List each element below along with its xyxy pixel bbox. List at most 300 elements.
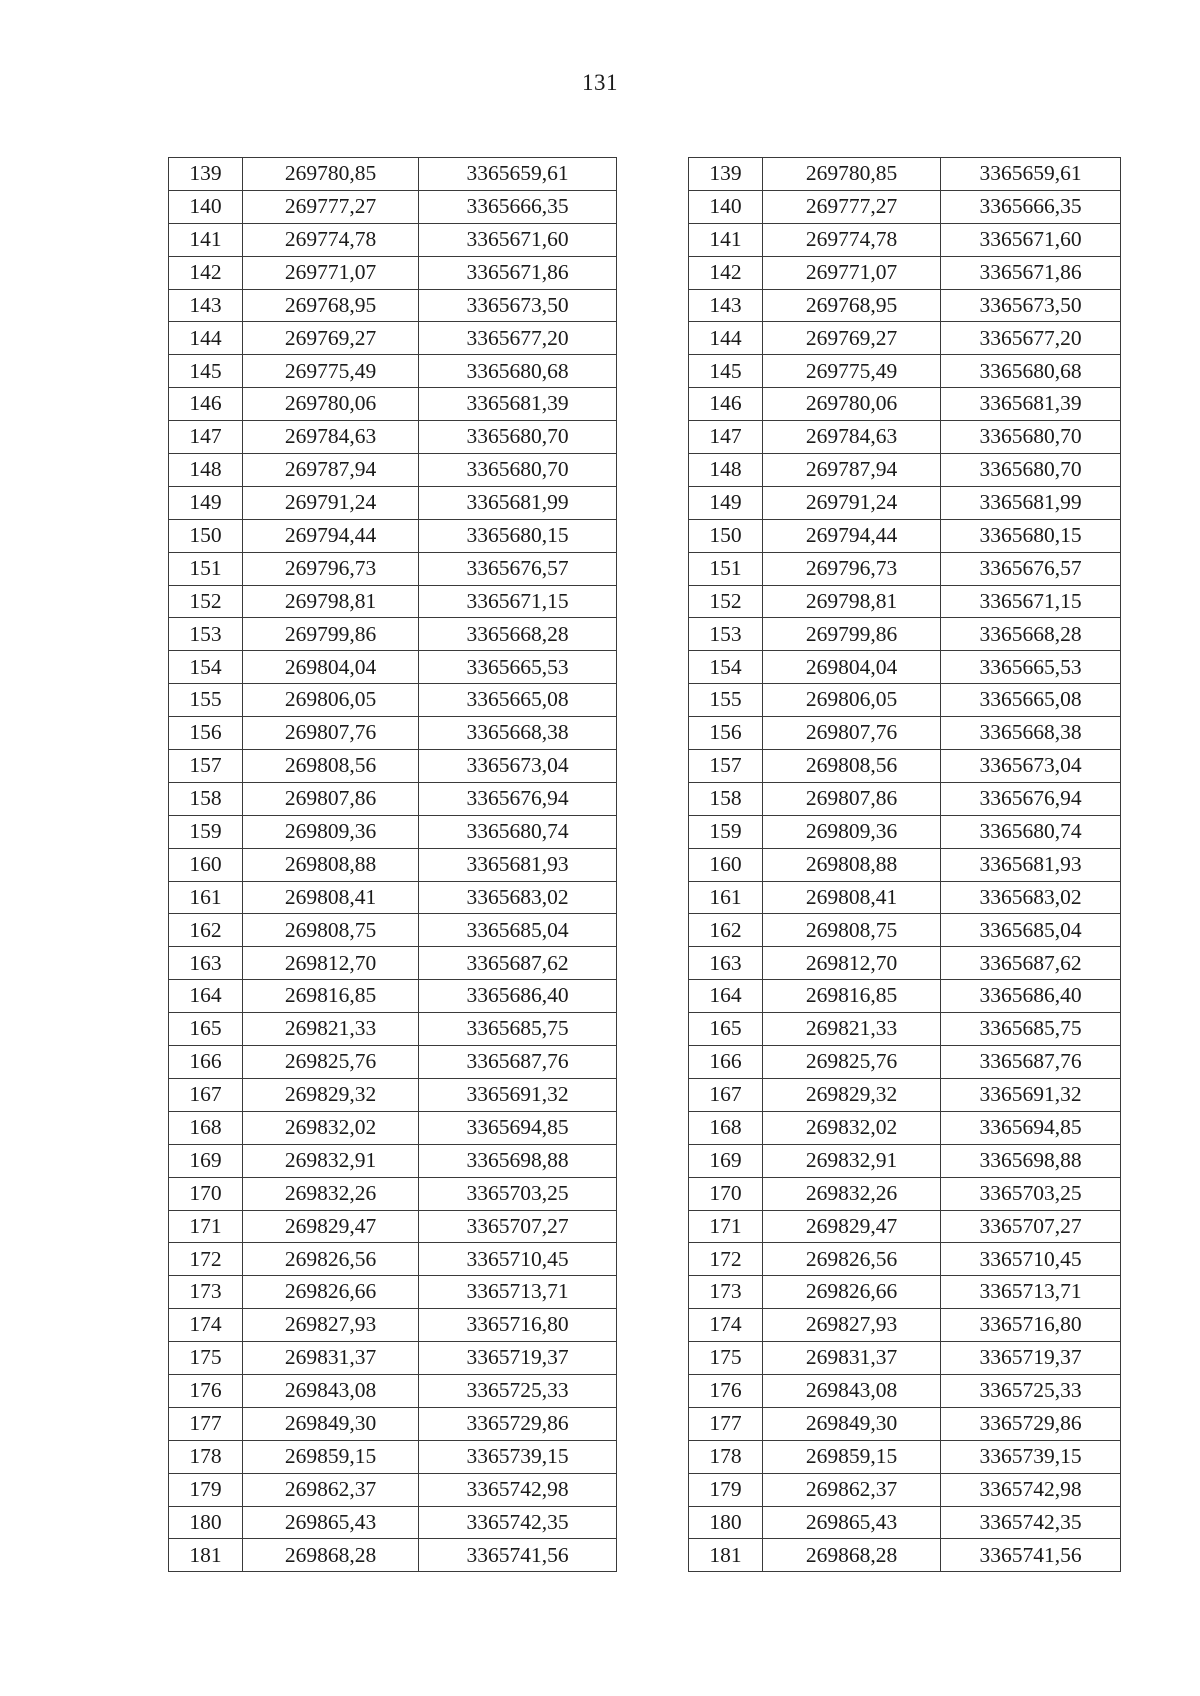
x-coordinate-cell: 269794,44 xyxy=(243,519,419,552)
point-number-cell: 162 xyxy=(689,914,763,947)
x-coordinate-cell: 269777,27 xyxy=(763,190,941,223)
table-row xyxy=(169,947,617,980)
y-coordinate-cell: 3365671,60 xyxy=(419,223,617,256)
x-coordinate-cell: 269816,85 xyxy=(763,980,941,1013)
x-coordinate-cell: 269796,73 xyxy=(243,552,419,585)
x-coordinate-cell: 269775,49 xyxy=(763,355,941,388)
x-coordinate-cell: 269804,04 xyxy=(763,651,941,684)
x-coordinate-cell: 269829,47 xyxy=(243,1210,419,1243)
x-coordinate-cell: 269769,27 xyxy=(243,322,419,355)
table-row xyxy=(169,815,617,848)
table-row xyxy=(689,618,1121,651)
y-coordinate-cell: 3365668,28 xyxy=(419,618,617,651)
x-coordinate-cell: 269849,30 xyxy=(243,1407,419,1440)
table-row xyxy=(169,1309,617,1342)
y-coordinate-cell: 3365681,93 xyxy=(419,848,617,881)
table-row xyxy=(689,1342,1121,1375)
x-coordinate-cell: 269806,05 xyxy=(763,684,941,717)
table-row xyxy=(169,519,617,552)
y-coordinate-cell: 3365680,70 xyxy=(941,454,1121,487)
y-coordinate-cell: 3365659,61 xyxy=(941,158,1121,191)
table-row xyxy=(169,355,617,388)
table-row xyxy=(689,355,1121,388)
point-number-cell: 141 xyxy=(689,223,763,256)
table-row xyxy=(689,1309,1121,1342)
y-coordinate-cell: 3365676,94 xyxy=(941,782,1121,815)
y-coordinate-cell: 3365683,02 xyxy=(419,881,617,914)
y-coordinate-cell: 3365673,04 xyxy=(941,750,1121,783)
x-coordinate-cell: 269808,56 xyxy=(243,750,419,783)
table-row xyxy=(689,1078,1121,1111)
y-coordinate-cell: 3365681,99 xyxy=(419,486,617,519)
y-coordinate-cell: 3365742,98 xyxy=(941,1473,1121,1506)
point-number-cell: 180 xyxy=(169,1506,243,1539)
table-row xyxy=(169,256,617,289)
point-number-cell: 161 xyxy=(169,881,243,914)
point-number-cell: 168 xyxy=(689,1111,763,1144)
table-row xyxy=(169,684,617,717)
table-row xyxy=(169,1407,617,1440)
table-row xyxy=(169,552,617,585)
table-row xyxy=(689,289,1121,322)
y-coordinate-cell: 3365742,35 xyxy=(941,1506,1121,1539)
table-row xyxy=(689,848,1121,881)
point-number-cell: 156 xyxy=(689,717,763,750)
x-coordinate-cell: 269832,91 xyxy=(763,1144,941,1177)
table-row xyxy=(689,421,1121,454)
table-row xyxy=(689,1276,1121,1309)
y-coordinate-cell: 3365666,35 xyxy=(419,190,617,223)
y-coordinate-cell: 3365677,20 xyxy=(941,322,1121,355)
point-number-cell: 155 xyxy=(689,684,763,717)
table-row xyxy=(169,388,617,421)
point-number-cell: 154 xyxy=(169,651,243,684)
x-coordinate-cell: 269826,56 xyxy=(243,1243,419,1276)
point-number-cell: 159 xyxy=(689,815,763,848)
table-row xyxy=(169,914,617,947)
x-coordinate-cell: 269804,04 xyxy=(243,651,419,684)
x-coordinate-cell: 269832,26 xyxy=(243,1177,419,1210)
y-coordinate-cell: 3365725,33 xyxy=(941,1374,1121,1407)
table-row xyxy=(169,782,617,815)
point-number-cell: 145 xyxy=(689,355,763,388)
table-row xyxy=(169,1539,617,1572)
x-coordinate-cell: 269780,85 xyxy=(763,158,941,191)
table-row xyxy=(689,388,1121,421)
y-coordinate-cell: 3365698,88 xyxy=(941,1144,1121,1177)
table-row xyxy=(169,980,617,1013)
y-coordinate-cell: 3365671,60 xyxy=(941,223,1121,256)
y-coordinate-cell: 3365713,71 xyxy=(419,1276,617,1309)
y-coordinate-cell: 3365665,08 xyxy=(419,684,617,717)
x-coordinate-cell: 269780,06 xyxy=(243,388,419,421)
x-coordinate-cell: 269808,41 xyxy=(763,881,941,914)
point-number-cell: 160 xyxy=(689,848,763,881)
table-row xyxy=(689,1144,1121,1177)
x-coordinate-cell: 269774,78 xyxy=(243,223,419,256)
point-number-cell: 154 xyxy=(689,651,763,684)
point-number-cell: 139 xyxy=(169,158,243,191)
x-coordinate-cell: 269806,05 xyxy=(243,684,419,717)
point-number-cell: 157 xyxy=(169,750,243,783)
y-coordinate-cell: 3365681,39 xyxy=(419,388,617,421)
point-number-cell: 167 xyxy=(689,1078,763,1111)
table-row xyxy=(169,618,617,651)
point-number-cell: 174 xyxy=(689,1309,763,1342)
table-row xyxy=(169,1342,617,1375)
point-number-cell: 165 xyxy=(169,1013,243,1046)
y-coordinate-cell: 3365668,38 xyxy=(941,717,1121,750)
table-row xyxy=(169,158,617,191)
point-number-cell: 169 xyxy=(169,1144,243,1177)
point-number-cell: 177 xyxy=(169,1407,243,1440)
point-number-cell: 149 xyxy=(689,486,763,519)
x-coordinate-cell: 269812,70 xyxy=(763,947,941,980)
y-coordinate-cell: 3365680,70 xyxy=(419,421,617,454)
point-number-cell: 172 xyxy=(689,1243,763,1276)
table-row xyxy=(169,881,617,914)
x-coordinate-cell: 269799,86 xyxy=(243,618,419,651)
point-number-cell: 150 xyxy=(689,519,763,552)
table-row xyxy=(169,289,617,322)
table-row xyxy=(689,815,1121,848)
y-coordinate-cell: 3365685,75 xyxy=(419,1013,617,1046)
y-coordinate-cell: 3365703,25 xyxy=(419,1177,617,1210)
point-number-cell: 171 xyxy=(169,1210,243,1243)
point-number-cell: 176 xyxy=(169,1374,243,1407)
x-coordinate-cell: 269826,66 xyxy=(243,1276,419,1309)
table-row xyxy=(169,454,617,487)
y-coordinate-cell: 3365666,35 xyxy=(941,190,1121,223)
x-coordinate-cell: 269859,15 xyxy=(763,1440,941,1473)
y-coordinate-cell: 3365703,25 xyxy=(941,1177,1121,1210)
x-coordinate-cell: 269771,07 xyxy=(763,256,941,289)
y-coordinate-cell: 3365707,27 xyxy=(419,1210,617,1243)
y-coordinate-cell: 3365694,85 xyxy=(419,1111,617,1144)
point-number-cell: 159 xyxy=(169,815,243,848)
y-coordinate-cell: 3365739,15 xyxy=(941,1440,1121,1473)
point-number-cell: 180 xyxy=(689,1506,763,1539)
y-coordinate-cell: 3365680,15 xyxy=(419,519,617,552)
point-number-cell: 168 xyxy=(169,1111,243,1144)
table-row xyxy=(689,1013,1121,1046)
table-row xyxy=(169,1440,617,1473)
y-coordinate-cell: 3365680,74 xyxy=(941,815,1121,848)
y-coordinate-cell: 3365685,04 xyxy=(419,914,617,947)
point-number-cell: 141 xyxy=(169,223,243,256)
x-coordinate-cell: 269809,36 xyxy=(763,815,941,848)
point-number-cell: 151 xyxy=(689,552,763,585)
table-row xyxy=(689,1177,1121,1210)
y-coordinate-cell: 3365681,93 xyxy=(941,848,1121,881)
y-coordinate-cell: 3365729,86 xyxy=(941,1407,1121,1440)
y-coordinate-cell: 3365716,80 xyxy=(941,1309,1121,1342)
y-coordinate-cell: 3365680,68 xyxy=(941,355,1121,388)
x-coordinate-cell: 269865,43 xyxy=(763,1506,941,1539)
table-row xyxy=(169,1506,617,1539)
x-coordinate-cell: 269794,44 xyxy=(763,519,941,552)
point-number-cell: 153 xyxy=(689,618,763,651)
table-row xyxy=(689,552,1121,585)
point-number-cell: 153 xyxy=(169,618,243,651)
y-coordinate-cell: 3365671,86 xyxy=(419,256,617,289)
x-coordinate-cell: 269821,33 xyxy=(243,1013,419,1046)
y-coordinate-cell: 3365681,39 xyxy=(941,388,1121,421)
point-number-cell: 158 xyxy=(169,782,243,815)
table-row xyxy=(169,1013,617,1046)
x-coordinate-cell: 269826,66 xyxy=(763,1276,941,1309)
point-number-cell: 164 xyxy=(169,980,243,1013)
x-coordinate-cell: 269799,86 xyxy=(763,618,941,651)
table-row xyxy=(689,256,1121,289)
table-row xyxy=(689,1407,1121,1440)
table-row xyxy=(169,1177,617,1210)
x-coordinate-cell: 269849,30 xyxy=(763,1407,941,1440)
y-coordinate-cell: 3365671,15 xyxy=(941,585,1121,618)
coordinates-table-left xyxy=(168,157,617,1572)
x-coordinate-cell: 269812,70 xyxy=(243,947,419,980)
x-coordinate-cell: 269808,75 xyxy=(763,914,941,947)
x-coordinate-cell: 269859,15 xyxy=(243,1440,419,1473)
y-coordinate-cell: 3365710,45 xyxy=(941,1243,1121,1276)
table-row xyxy=(689,1243,1121,1276)
table-row xyxy=(689,585,1121,618)
y-coordinate-cell: 3365680,70 xyxy=(941,421,1121,454)
table-row xyxy=(689,1473,1121,1506)
y-coordinate-cell: 3365687,62 xyxy=(941,947,1121,980)
y-coordinate-cell: 3365671,15 xyxy=(419,585,617,618)
x-coordinate-cell: 269862,37 xyxy=(763,1473,941,1506)
y-coordinate-cell: 3365665,53 xyxy=(941,651,1121,684)
point-number-cell: 181 xyxy=(689,1539,763,1572)
x-coordinate-cell: 269787,94 xyxy=(243,454,419,487)
table-row xyxy=(689,158,1121,191)
x-coordinate-cell: 269784,63 xyxy=(243,421,419,454)
y-coordinate-cell: 3365694,85 xyxy=(941,1111,1121,1144)
y-coordinate-cell: 3365742,98 xyxy=(419,1473,617,1506)
table-row xyxy=(689,1440,1121,1473)
x-coordinate-cell: 269868,28 xyxy=(763,1539,941,1572)
y-coordinate-cell: 3365741,56 xyxy=(419,1539,617,1572)
point-number-cell: 150 xyxy=(169,519,243,552)
x-coordinate-cell: 269825,76 xyxy=(763,1046,941,1079)
point-number-cell: 142 xyxy=(689,256,763,289)
point-number-cell: 174 xyxy=(169,1309,243,1342)
x-coordinate-cell: 269816,85 xyxy=(243,980,419,1013)
y-coordinate-cell: 3365687,62 xyxy=(419,947,617,980)
x-coordinate-cell: 269808,88 xyxy=(763,848,941,881)
y-coordinate-cell: 3365668,28 xyxy=(941,618,1121,651)
table-row xyxy=(689,322,1121,355)
x-coordinate-cell: 269771,07 xyxy=(243,256,419,289)
x-coordinate-cell: 269777,27 xyxy=(243,190,419,223)
table-row xyxy=(169,223,617,256)
y-coordinate-cell: 3365677,20 xyxy=(419,322,617,355)
point-number-cell: 156 xyxy=(169,717,243,750)
x-coordinate-cell: 269821,33 xyxy=(763,1013,941,1046)
point-number-cell: 162 xyxy=(169,914,243,947)
y-coordinate-cell: 3365725,33 xyxy=(419,1374,617,1407)
table-row xyxy=(169,585,617,618)
x-coordinate-cell: 269807,86 xyxy=(243,782,419,815)
x-coordinate-cell: 269791,24 xyxy=(763,486,941,519)
table-row xyxy=(689,1539,1121,1572)
x-coordinate-cell: 269807,86 xyxy=(763,782,941,815)
point-number-cell: 151 xyxy=(169,552,243,585)
y-coordinate-cell: 3365691,32 xyxy=(419,1078,617,1111)
table-row xyxy=(689,651,1121,684)
y-coordinate-cell: 3365710,45 xyxy=(419,1243,617,1276)
x-coordinate-cell: 269808,56 xyxy=(763,750,941,783)
table-row xyxy=(169,1078,617,1111)
table-row xyxy=(169,486,617,519)
y-coordinate-cell: 3365681,99 xyxy=(941,486,1121,519)
point-number-cell: 152 xyxy=(689,585,763,618)
point-number-cell: 179 xyxy=(169,1473,243,1506)
point-number-cell: 148 xyxy=(689,454,763,487)
x-coordinate-cell: 269831,37 xyxy=(763,1342,941,1375)
point-number-cell: 175 xyxy=(689,1342,763,1375)
x-coordinate-cell: 269798,81 xyxy=(763,585,941,618)
x-coordinate-cell: 269807,76 xyxy=(243,717,419,750)
point-number-cell: 161 xyxy=(689,881,763,914)
point-number-cell: 140 xyxy=(689,190,763,223)
x-coordinate-cell: 269774,78 xyxy=(763,223,941,256)
x-coordinate-cell: 269829,47 xyxy=(763,1210,941,1243)
x-coordinate-cell: 269829,32 xyxy=(763,1078,941,1111)
table-row xyxy=(169,1374,617,1407)
point-number-cell: 158 xyxy=(689,782,763,815)
point-number-cell: 142 xyxy=(169,256,243,289)
x-coordinate-cell: 269832,02 xyxy=(243,1111,419,1144)
y-coordinate-cell: 3365719,37 xyxy=(419,1342,617,1375)
y-coordinate-cell: 3365707,27 xyxy=(941,1210,1121,1243)
y-coordinate-cell: 3365687,76 xyxy=(941,1046,1121,1079)
y-coordinate-cell: 3365680,74 xyxy=(419,815,617,848)
y-coordinate-cell: 3365741,56 xyxy=(941,1539,1121,1572)
point-number-cell: 147 xyxy=(169,421,243,454)
x-coordinate-cell: 269768,95 xyxy=(763,289,941,322)
y-coordinate-cell: 3365687,76 xyxy=(419,1046,617,1079)
x-coordinate-cell: 269808,41 xyxy=(243,881,419,914)
table-row xyxy=(689,717,1121,750)
y-coordinate-cell: 3365685,04 xyxy=(941,914,1121,947)
point-number-cell: 167 xyxy=(169,1078,243,1111)
y-coordinate-cell: 3365665,53 xyxy=(419,651,617,684)
y-coordinate-cell: 3365673,50 xyxy=(941,289,1121,322)
x-coordinate-cell: 269787,94 xyxy=(763,454,941,487)
point-number-cell: 169 xyxy=(689,1144,763,1177)
x-coordinate-cell: 269825,76 xyxy=(243,1046,419,1079)
table-row xyxy=(689,454,1121,487)
table-row xyxy=(169,1046,617,1079)
point-number-cell: 160 xyxy=(169,848,243,881)
y-coordinate-cell: 3365676,57 xyxy=(419,552,617,585)
table-row xyxy=(689,1210,1121,1243)
y-coordinate-cell: 3365673,50 xyxy=(419,289,617,322)
x-coordinate-cell: 269780,06 xyxy=(763,388,941,421)
point-number-cell: 139 xyxy=(689,158,763,191)
x-coordinate-cell: 269809,36 xyxy=(243,815,419,848)
x-coordinate-cell: 269832,26 xyxy=(763,1177,941,1210)
x-coordinate-cell: 269769,27 xyxy=(763,322,941,355)
y-coordinate-cell: 3365659,61 xyxy=(419,158,617,191)
y-coordinate-cell: 3365686,40 xyxy=(941,980,1121,1013)
table-row xyxy=(169,750,617,783)
point-number-cell: 145 xyxy=(169,355,243,388)
table-row xyxy=(689,1374,1121,1407)
point-number-cell: 163 xyxy=(169,947,243,980)
table-row xyxy=(169,1210,617,1243)
y-coordinate-cell: 3365698,88 xyxy=(419,1144,617,1177)
point-number-cell: 140 xyxy=(169,190,243,223)
x-coordinate-cell: 269827,93 xyxy=(763,1309,941,1342)
table-row xyxy=(169,421,617,454)
x-coordinate-cell: 269865,43 xyxy=(243,1506,419,1539)
point-number-cell: 155 xyxy=(169,684,243,717)
point-number-cell: 148 xyxy=(169,454,243,487)
x-coordinate-cell: 269831,37 xyxy=(243,1342,419,1375)
point-number-cell: 178 xyxy=(689,1440,763,1473)
point-number-cell: 164 xyxy=(689,980,763,1013)
table-row xyxy=(169,1243,617,1276)
point-number-cell: 175 xyxy=(169,1342,243,1375)
x-coordinate-cell: 269807,76 xyxy=(763,717,941,750)
table-row xyxy=(169,717,617,750)
table-row xyxy=(689,684,1121,717)
point-number-cell: 146 xyxy=(689,388,763,421)
point-number-cell: 147 xyxy=(689,421,763,454)
y-coordinate-cell: 3365729,86 xyxy=(419,1407,617,1440)
table-row xyxy=(169,651,617,684)
y-coordinate-cell: 3365742,35 xyxy=(419,1506,617,1539)
y-coordinate-cell: 3365680,70 xyxy=(419,454,617,487)
table-row xyxy=(689,223,1121,256)
y-coordinate-cell: 3365676,94 xyxy=(419,782,617,815)
table-row xyxy=(169,1276,617,1309)
point-number-cell: 181 xyxy=(169,1539,243,1572)
point-number-cell: 177 xyxy=(689,1407,763,1440)
table-row xyxy=(169,848,617,881)
y-coordinate-cell: 3365691,32 xyxy=(941,1078,1121,1111)
point-number-cell: 146 xyxy=(169,388,243,421)
point-number-cell: 144 xyxy=(169,322,243,355)
table-row xyxy=(689,881,1121,914)
coordinates-table-right xyxy=(688,157,1121,1572)
y-coordinate-cell: 3365668,38 xyxy=(419,717,617,750)
y-coordinate-cell: 3365671,86 xyxy=(941,256,1121,289)
x-coordinate-cell: 269832,02 xyxy=(763,1111,941,1144)
y-coordinate-cell: 3365719,37 xyxy=(941,1342,1121,1375)
x-coordinate-cell: 269768,95 xyxy=(243,289,419,322)
point-number-cell: 166 xyxy=(169,1046,243,1079)
table-row xyxy=(169,322,617,355)
y-coordinate-cell: 3365685,75 xyxy=(941,1013,1121,1046)
y-coordinate-cell: 3365716,80 xyxy=(419,1309,617,1342)
x-coordinate-cell: 269829,32 xyxy=(243,1078,419,1111)
x-coordinate-cell: 269791,24 xyxy=(243,486,419,519)
table-row xyxy=(689,519,1121,552)
point-number-cell: 143 xyxy=(689,289,763,322)
table-row xyxy=(169,1144,617,1177)
point-number-cell: 165 xyxy=(689,1013,763,1046)
y-coordinate-cell: 3365676,57 xyxy=(941,552,1121,585)
table-row xyxy=(689,914,1121,947)
page-number: 131 xyxy=(582,70,618,95)
point-number-cell: 172 xyxy=(169,1243,243,1276)
x-coordinate-cell: 269827,93 xyxy=(243,1309,419,1342)
x-coordinate-cell: 269808,75 xyxy=(243,914,419,947)
